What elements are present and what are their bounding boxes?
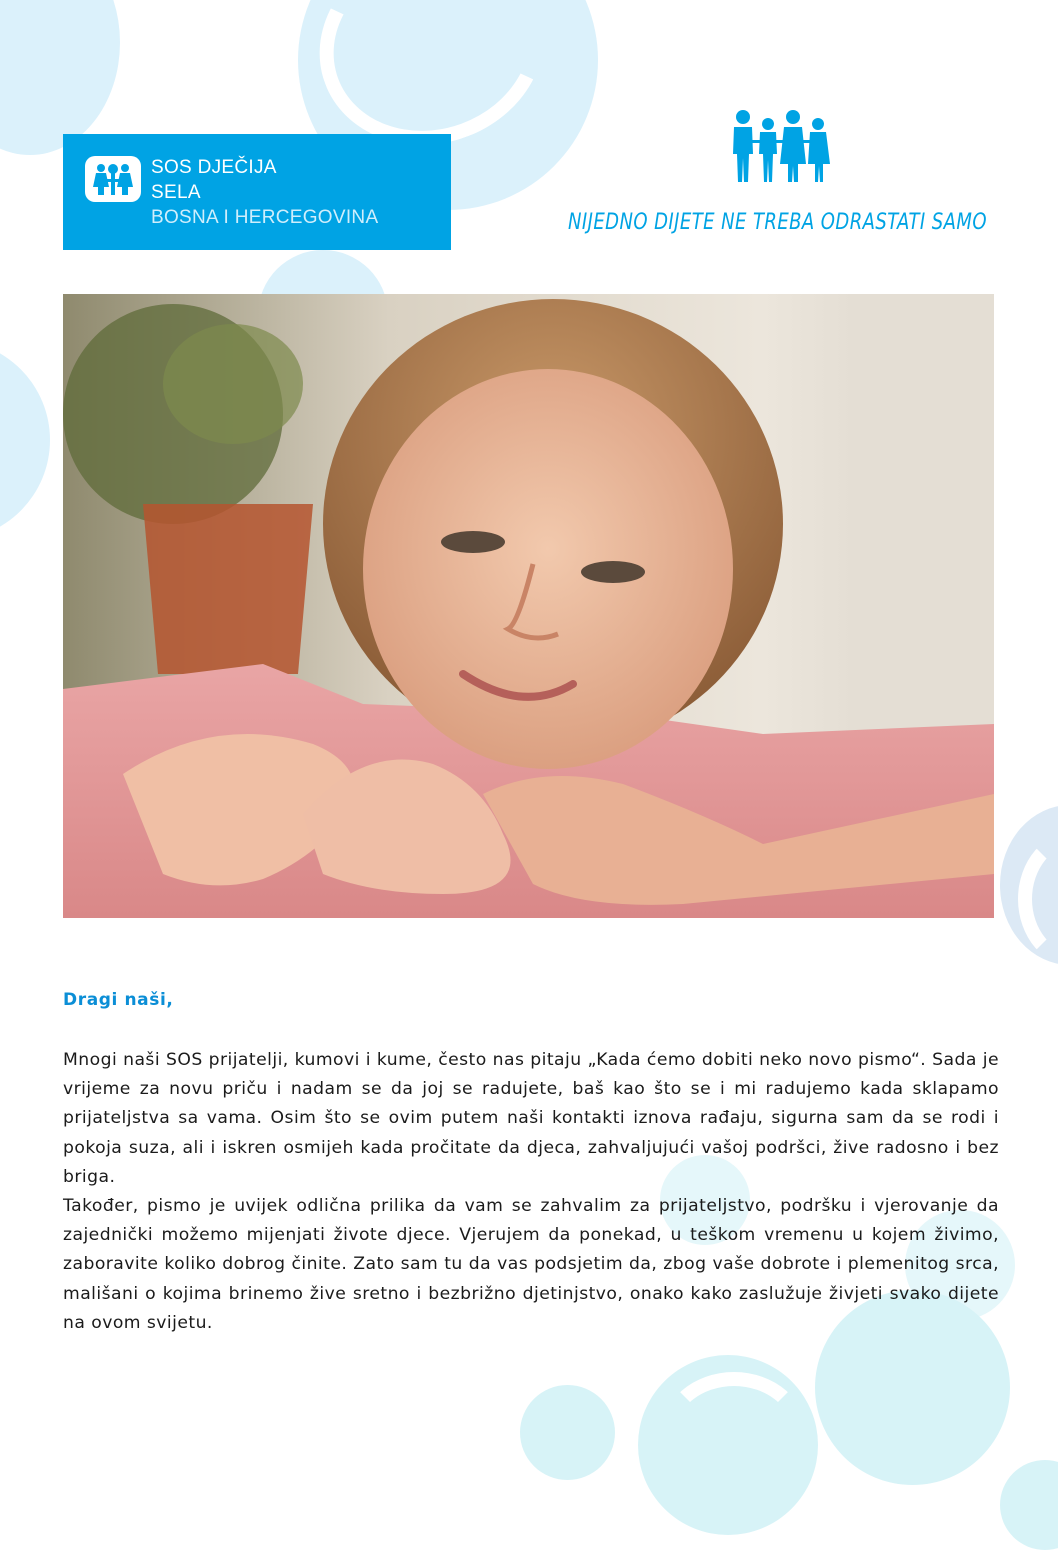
letter-paragraph: Mnogi naši SOS prijatelji, kumovi i kume, često nas pitaju „Kada ćemo dobiti neko novo pismo“. Sada je vrijeme za novu priču i nadam se da joj se radujete, baš kao što se i mi radujemo kada sklapamo prijateljstva sa vama. Osim što se ovim putem naši kontakti iznova rađaju, sigurna sam da se rodi i pokoja suza, ali i iskren osmijeh kada pročitate da djeca, zahvaljujući vašoj podršci, žive radosno i bez briga. <box>63 1050 999 1187</box>
letter-paragraph: Također, pismo je uvijek odlična prilika da vam se zahvalim za prijateljstvo, podršku i vjerovanje da zajednički možemo mijenjati živote djece. Vjerujem da ponekad, u teškom vremenu u kojem živimo, zaboravite koliko dobrog činite. Zato sam tu da vas podsjetim da, zbog vaše dobrote i plemenitog srca, mališani o kojima brinemo žive sretno i bezbrižno djetinjstvo, onako kako zaslužuje živjeti svako dijete na ovom svijetu. <box>63 1196 999 1333</box>
bubble-bottom-edge <box>1000 1460 1058 1550</box>
letter-body <box>63 1046 999 1338</box>
letter-greeting: Dragi naši, <box>63 990 174 1010</box>
sos-logo-box <box>63 134 451 250</box>
bubble-shine <box>660 1372 808 1500</box>
girl-heart-hands-photo <box>63 294 994 918</box>
logo-text-line2: SELA <box>151 182 201 203</box>
children-tree-emblem-icon <box>85 156 141 202</box>
family-of-four-icon <box>728 108 834 188</box>
tagline: NIJEDNO DIJETE NE TREBA ODRASTATI SAMO <box>568 210 987 235</box>
bubble-left-mid <box>0 340 50 540</box>
bubble-bottom-left <box>520 1385 615 1480</box>
logo-text-line3: BOSNA I HERCEGOVINA <box>151 207 379 228</box>
logo-text-line1: SOS DJEČIJA <box>151 157 277 178</box>
bubble-top-left <box>0 0 120 155</box>
